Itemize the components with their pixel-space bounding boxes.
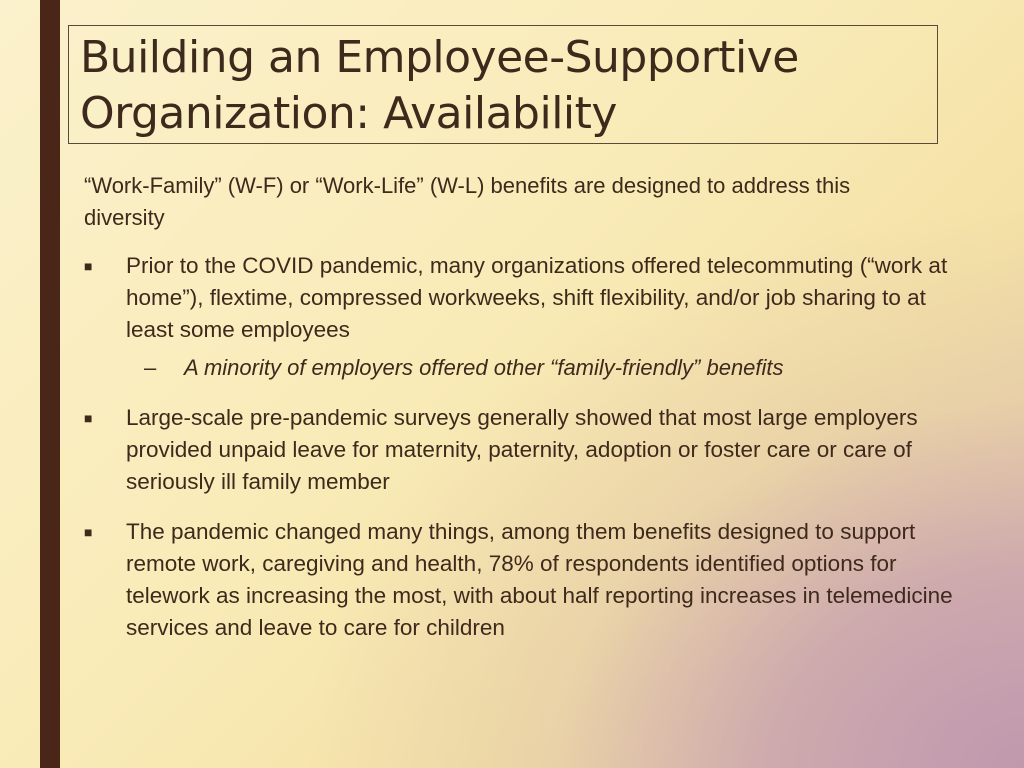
slide-title-line-2: Organization: Availability [80,88,617,139]
bullet-item-1 [84,250,954,384]
bullet-text-1: Prior to the COVID pandemic, many organizations offered telecommuting (“work at home”), flextime, compressed workweeks, shift flexibility, and/or job sharing to at least some employees [126,253,948,342]
bullet-item-3 [84,516,954,644]
sub-bullet-item [126,352,954,384]
square-bullet-icon: ■ [84,410,93,426]
left-accent-bar [40,0,60,768]
square-bullet-icon: ■ [84,524,93,540]
intro-text: “Work-Family” (W-F) or “Work-Life” (W-L) benefits are designed to address this diversity [84,173,851,230]
bullet-text-2: Large-scale pre-pandemic surveys generally showed that most large employers provided unpaid leave for maternity, paternity, adoption or foster care or care of seriously ill family member [126,405,918,494]
bullet-text-3: The pandemic changed many things, among them benefits designed to support remote work, caregiving and health, 78% of respondents identified options for telework as increasing the most, with about half reporting increases in telemedicine services and leave to care for children [126,519,953,640]
bullet-item-2 [84,402,954,498]
dash-bullet-icon: – [144,355,157,380]
sub-bullet-text: A minority of employers offered other “family-friendly” benefits [184,355,784,380]
bullet-list [84,250,954,644]
slide-title [80,30,930,142]
square-bullet-icon: ■ [84,258,93,274]
slide-title-line-1: Building an Employee-Supportive [80,32,799,83]
